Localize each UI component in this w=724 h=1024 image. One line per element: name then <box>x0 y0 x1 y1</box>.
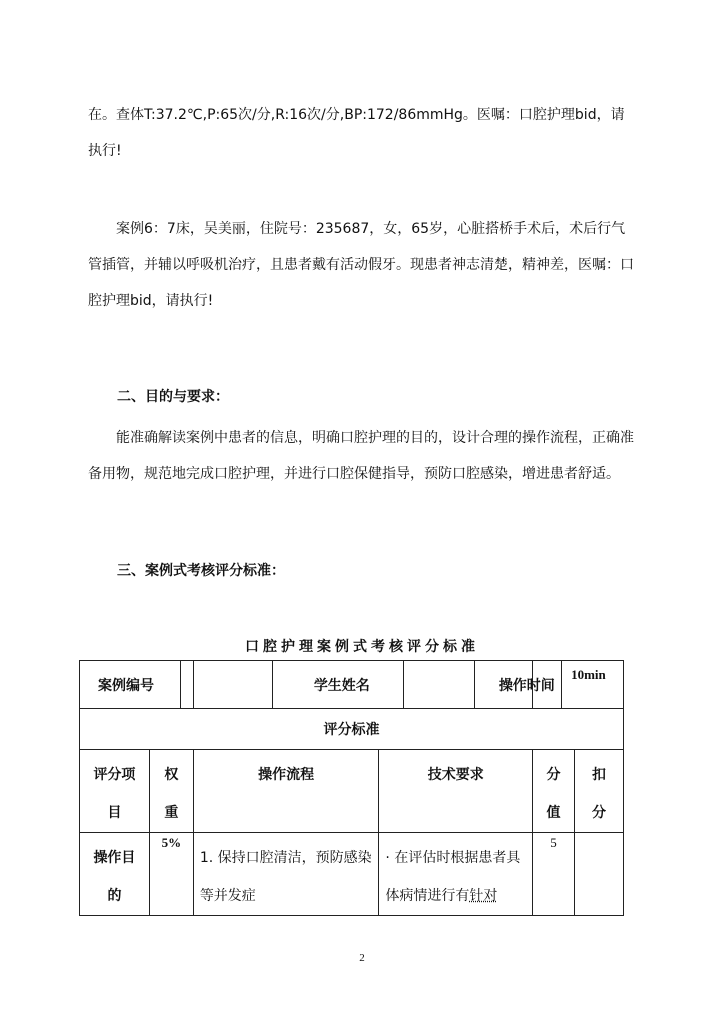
row1-item-line1: 操作目 <box>93 850 136 866</box>
purpose-paragraph: 能准确解读案例中患者的信息，明确口腔护理的目的，设计合理的操作流程，正确准备用物，规范地完成口腔护理，并进行口腔保健指导，预防口腔感染，增进患者舒适。 <box>88 430 634 482</box>
col-item-line1: 评分项 <box>93 767 136 783</box>
case-no-label: 案例编号 <box>98 678 154 694</box>
student-name-label: 学生姓名 <box>313 678 370 694</box>
col-weight-line2: 重 <box>164 805 179 821</box>
criteria-label: 评分标准 <box>80 709 624 750</box>
case-no-value-divider <box>180 661 181 708</box>
page-number: 2 <box>359 952 365 964</box>
col-score-line2: 值 <box>546 805 561 821</box>
row1-weight: 5% <box>149 833 193 916</box>
row1-item <box>80 833 150 916</box>
col-weight-line1: 权 <box>164 767 179 783</box>
case5-paragraph-end: 在。查体T:37.2℃,P:65次/分,R:16次/分,BP:172/86mmHg。医嘱：口腔护理bid，请执行! <box>88 107 625 159</box>
section2-heading: 二、目的与要求： <box>117 389 229 405</box>
row1-tech <box>379 833 533 916</box>
op-time-label: 操作时间 <box>498 678 555 694</box>
row1-flow: 1. 保持口腔清洁，预防感染等并发症 <box>193 833 379 916</box>
col-item <box>80 750 150 833</box>
row1-deduct <box>575 833 624 916</box>
case-no-cell <box>80 661 194 709</box>
table-row <box>80 833 624 916</box>
student-name-value-end <box>474 661 475 708</box>
student-name-value-divider <box>403 661 404 708</box>
scoring-table <box>79 660 624 916</box>
case-no-value <box>194 661 273 708</box>
col-tech: 技术要求 <box>379 750 533 833</box>
criteria-row <box>80 709 624 750</box>
time-cell <box>533 661 624 709</box>
col-deduct-line1: 扣 <box>592 767 606 783</box>
time-value: 10min <box>571 667 606 682</box>
col-flow: 操作流程 <box>193 750 379 833</box>
section3-heading: 三、案例式考核评分标准： <box>117 563 285 579</box>
table-header-row <box>80 661 624 709</box>
col-weight <box>149 750 193 833</box>
row1-item-line2: 的 <box>107 888 122 904</box>
row1-score: 5 <box>533 833 575 916</box>
time-value-divider <box>561 661 562 708</box>
column-header-row <box>80 750 624 833</box>
col-item-line2: 目 <box>107 805 122 821</box>
table-title: 口腔护理案例式考核评分标准 <box>245 639 479 655</box>
col-deduct <box>575 750 624 833</box>
row1-tech-text: · 在评估时根据患者具体病情进行有 <box>385 850 521 904</box>
col-score <box>533 750 575 833</box>
case6-paragraph: 案例6：7床，吴美丽，住院号：235687，女，65岁，心脏搭桥手术后，术后行气管插管，并辅以呼吸机治疗，且患者戴有活动假牙。现患者神志清楚，精神差，医嘱：口腔护理bid，请执行! <box>88 221 634 309</box>
student-cell <box>193 661 555 709</box>
col-score-line1: 分 <box>546 767 561 783</box>
col-deduct-line2: 分 <box>592 805 606 821</box>
row1-tech-text-underlined: 针对 <box>469 888 498 904</box>
